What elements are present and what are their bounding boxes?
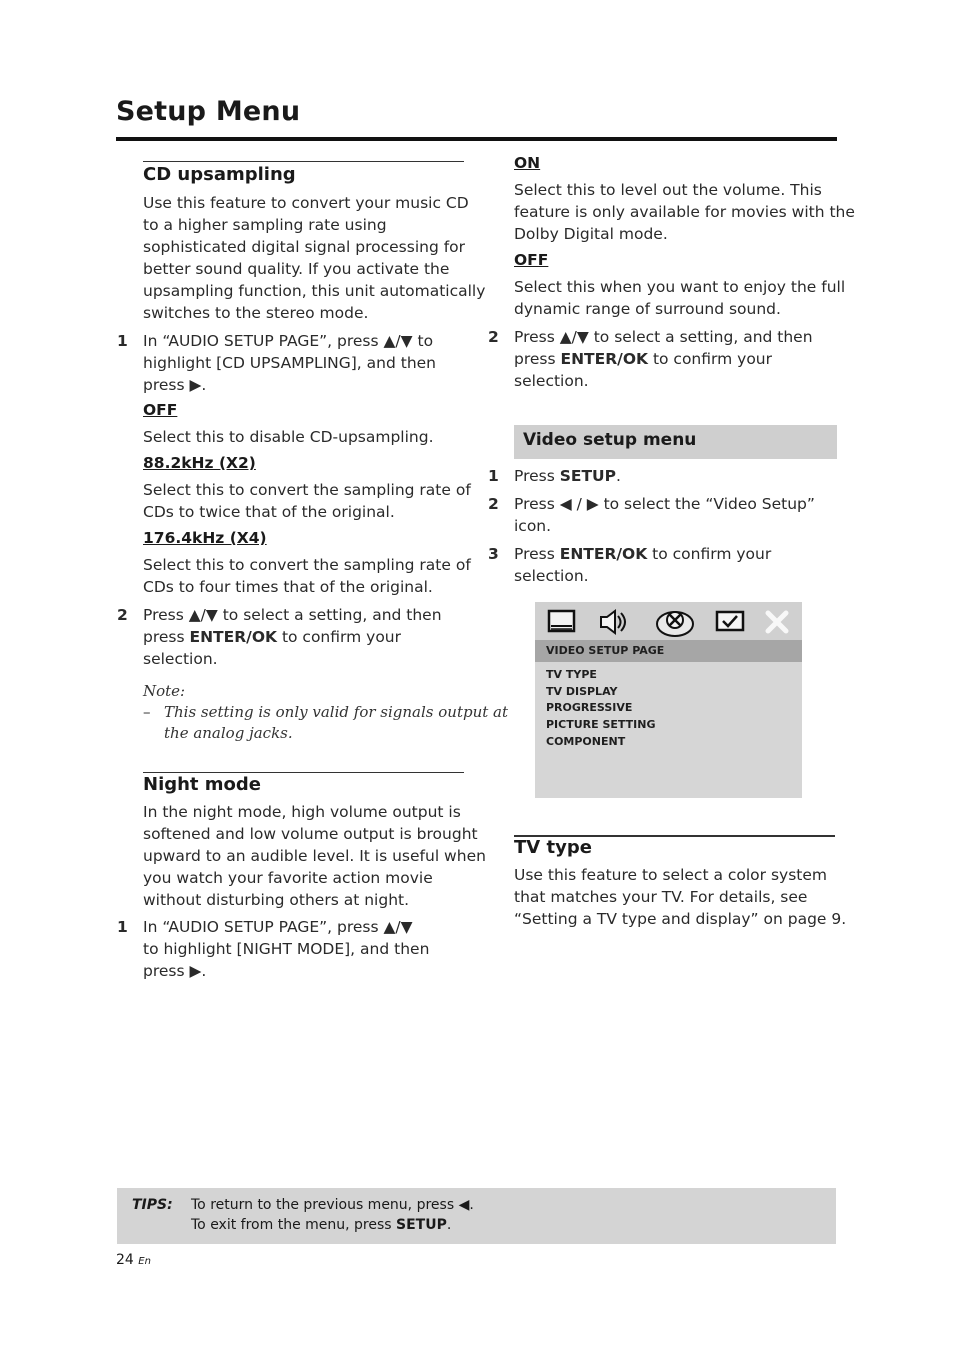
video-step-2: [514, 493, 815, 537]
text-line: you watch your favorite action movie: [143, 869, 433, 887]
option-88khz: 88.2kHz (X2): [143, 454, 256, 472]
text-line: icon.: [514, 517, 552, 535]
text-span: To exit from the menu, press: [191, 1217, 397, 1233]
step-number: 2: [117, 606, 128, 624]
exit-setup-icon: [764, 609, 790, 635]
osd-menu-item: COMPONENT: [546, 735, 626, 748]
cd-step-2: [143, 604, 442, 670]
text-line: upsampling function, this unit automatically: [143, 282, 486, 300]
osd-page-title: VIDEO SETUP PAGE: [546, 644, 665, 657]
text-line: In “AUDIO SETUP PAGE”, press ▲/▼: [143, 918, 413, 936]
text-line: switches to the stereo mode.: [143, 304, 369, 322]
osd-menu-item: PROGRESSIVE: [546, 701, 633, 714]
page-number-value: 24: [116, 1252, 134, 1268]
page-number: [116, 1252, 151, 1268]
option-176khz: 176.4kHz (X4): [143, 529, 267, 547]
text-line: Select this to convert the sampling rate of: [143, 481, 471, 499]
text-span: to confirm your: [648, 350, 773, 368]
text-line: Use this feature to convert your music CD: [143, 194, 469, 212]
text-span: Press: [514, 467, 560, 485]
text-line: Press ▲/▼ to select a setting, and then: [143, 606, 442, 624]
text-line: Press ◀ / ▶ to select the “Video Setup”: [514, 495, 815, 513]
option-off: OFF: [514, 251, 549, 269]
text-line: Select this when you want to enjoy the full: [514, 278, 846, 296]
text-line: sophisticated digital signal processing for: [143, 238, 466, 256]
general-setup-icon: [547, 608, 577, 634]
step-number: 2: [488, 495, 499, 513]
text-span: to confirm your: [647, 545, 772, 563]
setup-key: SETUP: [396, 1217, 447, 1233]
osd-menu-item: PICTURE SETTING: [546, 718, 656, 731]
option-off-desc: Select this to disable CD-upsampling.: [143, 428, 434, 446]
text-line: that matches your TV. For details, see: [514, 888, 808, 906]
section-rule: [143, 161, 464, 162]
text-line: In “AUDIO SETUP PAGE”, press ▲/▼ to: [143, 332, 434, 350]
note-label: Note:: [143, 682, 186, 700]
text-span: to confirm your: [277, 628, 402, 646]
text-line: CDs to four times that of the original.: [143, 578, 433, 596]
text-line: “Setting a TV type and display” on page 9.: [514, 910, 847, 928]
night-mode-heading: Night mode: [143, 774, 262, 795]
enter-ok-key: ENTER/OK: [559, 545, 648, 563]
text-line: feature is only available for movies with the: [514, 203, 855, 221]
text-line: to a higher sampling rate using: [143, 216, 387, 234]
option-on: ON: [514, 154, 541, 172]
page-language: En: [138, 1256, 151, 1267]
step-number: 3: [488, 545, 499, 563]
text-span: .: [616, 467, 621, 485]
tv-type-text: [514, 864, 846, 930]
tips-line-1: To return to the previous menu, press ◀.: [191, 1197, 474, 1213]
enter-ok-key: ENTER/OK: [189, 628, 278, 646]
text-line: selection.: [514, 567, 589, 585]
text-line: In the night mode, high volume output is: [143, 803, 461, 821]
night-step-2: [514, 326, 813, 392]
text-line: the analog jacks.: [164, 724, 293, 742]
video-step-3: [514, 543, 771, 587]
text-line: to highlight [NIGHT MODE], and then: [143, 940, 430, 958]
cd-upsampling-heading: CD upsampling: [143, 164, 296, 185]
step-number: 1: [117, 918, 128, 936]
osd-menu-item: TV TYPE: [546, 668, 597, 681]
option-on-desc: [514, 179, 855, 245]
text-line: without disturbing others at night.: [143, 891, 410, 909]
step-number: 1: [488, 467, 499, 485]
text-line: highlight [CD UPSAMPLING], and then: [143, 354, 437, 372]
title-rule: [116, 137, 837, 141]
text-line: [514, 348, 813, 370]
tv-type-heading: TV type: [514, 837, 592, 858]
text-span: press: [514, 350, 561, 368]
section-rule: [143, 772, 464, 773]
text-line: selection.: [143, 650, 218, 668]
text-line: Select this to level out the volume. This: [514, 181, 822, 199]
text-line: CDs to twice that of the original.: [143, 503, 395, 521]
option-off-desc: [514, 276, 845, 320]
text-line: softened and low volume output is brought: [143, 825, 478, 843]
page-title: Setup Menu: [116, 96, 301, 127]
cd-upsampling-intro: [143, 192, 485, 324]
text-line: Select this to convert the sampling rate of: [143, 556, 471, 574]
text-span: press: [143, 628, 190, 646]
option-88khz-desc: [143, 479, 471, 523]
text-line: This setting is only valid for signals output at: [164, 703, 508, 721]
tips-label: TIPS:: [132, 1197, 173, 1213]
text-span: Press: [514, 545, 560, 563]
osd-menu-item: TV DISPLAY: [546, 685, 618, 698]
video-setup-heading: Video setup menu: [523, 430, 697, 450]
enter-ok-key: ENTER/OK: [560, 350, 649, 368]
audio-setup-icon: [598, 608, 632, 636]
text-line: Dolby Digital mode.: [514, 225, 668, 243]
option-176khz-desc: [143, 554, 471, 598]
note-dash: –: [143, 703, 151, 721]
note-text: [164, 702, 508, 744]
video-step-1: [514, 465, 621, 487]
text-line: [514, 543, 771, 565]
text-line: press ▶.: [143, 962, 207, 980]
night-step-1: [143, 916, 429, 982]
step-number: 2: [488, 328, 499, 346]
text-line: better sound quality. If you activate the: [143, 260, 450, 278]
text-line: [143, 626, 442, 648]
text-line: Press ▲/▼ to select a setting, and then: [514, 328, 813, 346]
night-mode-intro: [143, 801, 486, 911]
video-setup-icon: [655, 606, 695, 638]
text-line: selection.: [514, 372, 589, 390]
text-line: press ▶.: [143, 376, 207, 394]
option-off: OFF: [143, 401, 178, 419]
text-line: upward to an audible level. It is useful when: [143, 847, 486, 865]
step-number: 1: [117, 332, 128, 350]
preference-setup-icon: [715, 608, 745, 634]
tips-line-2: [191, 1217, 451, 1233]
cd-step-1: [143, 330, 436, 396]
setup-key: SETUP: [559, 467, 617, 485]
text-line: Use this feature to select a color system: [514, 866, 828, 884]
text-line: dynamic range of surround sound.: [514, 300, 781, 318]
text-span: .: [446, 1217, 452, 1233]
